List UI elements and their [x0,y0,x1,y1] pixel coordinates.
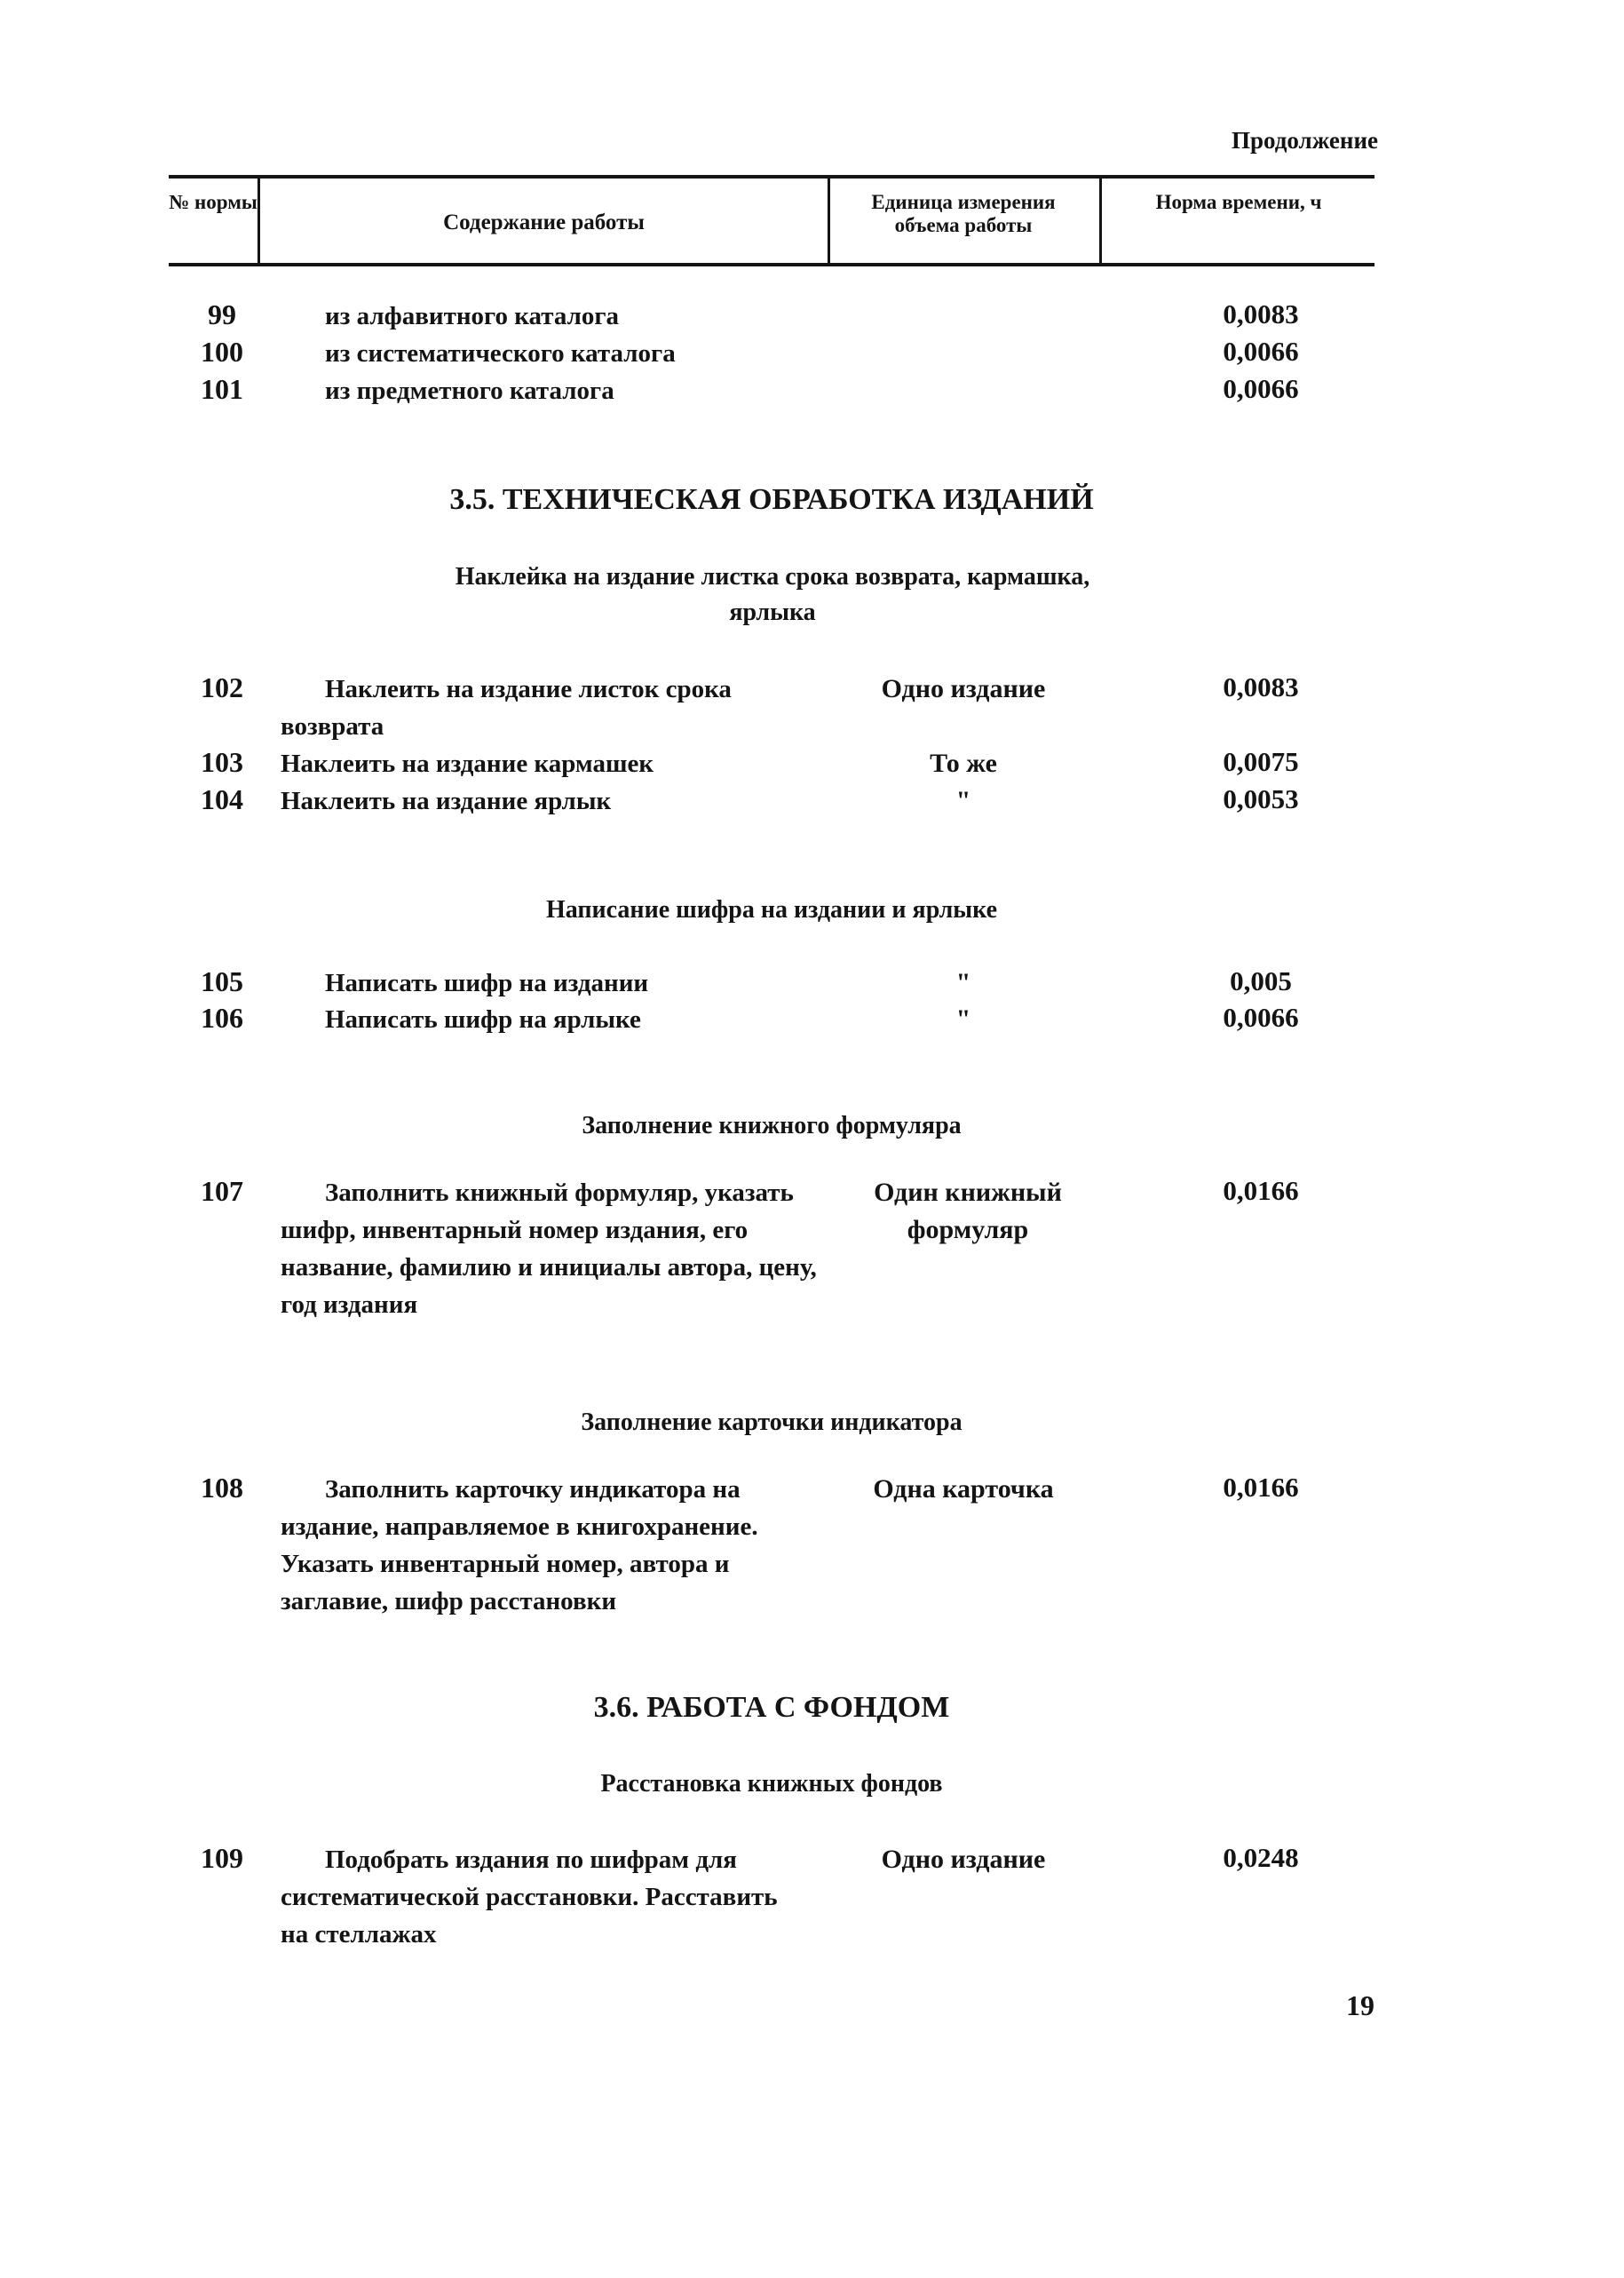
header-col-num: № нормы [169,191,257,213]
row-text: из алфавитного каталога [325,302,620,330]
subsection-title: Написание шифра на издании и ярлыке [545,896,998,924]
row-text: из предметного каталога [325,377,614,405]
row-norm: 0,0083 [1223,298,1299,329]
row-text: Заполнить карточку индикатора на издание, направляемое в книгохранение. Указать инвентарный номер, автора и заглавие, шифр расстановки [281,1475,758,1615]
page-number: 19 [1346,1989,1374,2021]
header-divider-3 [1099,177,1102,265]
section-title-3-5: 3.5. ТЕХНИЧЕСКАЯ ОБРАБОТКА ИЗДАНИЙ [449,483,1094,516]
row-text: Написать шифр на ярлыке [325,1005,641,1034]
row-unit: " [955,1004,971,1034]
subsection-title: Наклейка на издание листка срока возврата, кармашка, ярлыка [455,563,1090,626]
header-col-norm: Норма времени, ч [1155,191,1322,213]
subsection-title: Заполнение карточки индикатора [581,1409,963,1436]
row-text: Наклеить на издание ярлык [281,787,612,815]
row-number: 106 [201,1002,243,1034]
header-bottom-rule [169,263,1374,266]
row-unit: То же [930,749,997,778]
row-unit: Одно издание [881,674,1046,703]
row-number: 109 [201,1842,243,1874]
subsection-title: Заполнение книжного формуляра [582,1112,962,1139]
row-norm: 0,0066 [1223,336,1299,367]
row-number: 104 [201,783,243,815]
header-col-content: Содержание работы [443,210,645,234]
row-unit: " [955,968,971,997]
row-number: 108 [201,1472,243,1504]
row-text: Заполнить книжный формуляр, указать шифр, инвентарный номер издания, его название, фамилию и инициалы автора, цену, год издания [281,1179,817,1319]
subsection-title: Расстановка книжных фондов [600,1770,943,1798]
row-text: Написать шифр на издании [325,969,649,997]
row-norm: 0,0053 [1223,783,1299,814]
header-divider-2 [828,177,830,265]
row-number: 107 [201,1175,243,1207]
row-text: Наклеить на издание кармашек [281,750,654,778]
row-unit: Одна карточка [873,1474,1054,1504]
row-norm: 0,0075 [1223,746,1299,777]
row-unit: Одно издание [881,1845,1046,1874]
row-number: 103 [201,746,243,778]
row-norm: 0,0166 [1223,1175,1299,1206]
continuation-label: Продолжение [1232,127,1378,154]
row-norm: 0,0066 [1223,1002,1299,1033]
header-col-unit: Единица измерения объема работы [871,191,1056,236]
row-text: из систематического каталога [325,339,676,368]
row-norm: 0,0083 [1223,671,1299,702]
row-number: 105 [201,965,243,997]
row-text: Наклеить на издание листок срока возврата [281,675,732,741]
row-number: 100 [201,336,243,368]
row-number: 99 [208,298,236,330]
row-norm: 0,0248 [1223,1842,1299,1873]
row-number: 102 [201,671,243,703]
row-norm: 0,0066 [1223,373,1299,404]
row-unit: Один книжный формуляр [874,1178,1062,1244]
row-norm: 0,005 [1230,965,1292,996]
row-unit: " [955,786,971,815]
row-text: Подобрать издания по шифрам для систематической расстановки. Расставить на стеллажах [281,1845,778,1949]
row-norm: 0,0166 [1223,1472,1299,1503]
section-title-3-6: 3.6. РАБОТА С ФОНДОМ [593,1691,950,1724]
header-top-rule [169,175,1374,179]
row-number: 101 [201,373,243,405]
